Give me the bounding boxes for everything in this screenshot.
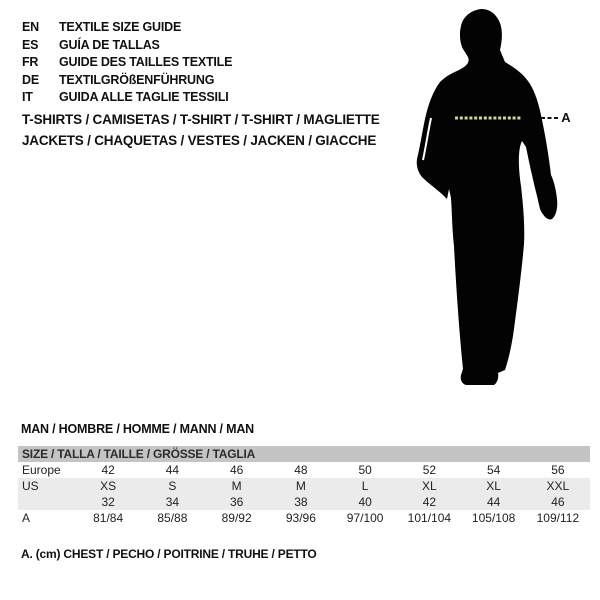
size-cell: 42 xyxy=(422,495,437,509)
size-cell: 89/92 xyxy=(221,511,252,525)
measurement-footnote: A. (cm) CHEST / PECHO / POITRINE / TRUHE / PETTO xyxy=(21,547,317,561)
garment-categories xyxy=(22,109,380,151)
size-cell: 52 xyxy=(422,463,437,477)
language-row-es xyxy=(22,37,232,55)
size-cell: 34 xyxy=(165,495,180,509)
size-cell: L xyxy=(361,479,369,493)
size-cell: 101/104 xyxy=(407,511,452,525)
size-cell: 40 xyxy=(358,495,372,509)
size-cell: 97/100 xyxy=(346,511,384,525)
size-cell: S xyxy=(168,479,177,493)
measure-label-a: A xyxy=(561,110,571,125)
size-cell: XS xyxy=(100,479,117,493)
size-table xyxy=(18,462,590,526)
size-cell: 46 xyxy=(229,463,244,477)
language-label: TEXTILGRÖßENFÜHRUNG xyxy=(59,72,215,87)
row-label: US xyxy=(22,479,39,493)
size-cell: 44 xyxy=(486,495,501,509)
row-label: A xyxy=(22,511,31,525)
language-row-it xyxy=(22,89,232,107)
size-cell: 38 xyxy=(294,495,308,509)
size-cell: XL xyxy=(422,479,437,493)
size-cell: 109/112 xyxy=(536,511,580,525)
size-cell: 93/96 xyxy=(285,511,316,525)
table-row-europe xyxy=(18,462,590,478)
language-code: EN xyxy=(22,20,39,34)
language-list xyxy=(22,19,232,107)
man-silhouette xyxy=(400,0,600,400)
size-cell: 32 xyxy=(101,495,115,509)
language-code: FR xyxy=(22,55,39,69)
size-cell: 50 xyxy=(358,463,372,477)
language-label: GUÍA DE TALLAS xyxy=(59,37,160,52)
size-cell: 48 xyxy=(294,463,308,477)
language-row-fr xyxy=(22,54,232,72)
row-label: Europe xyxy=(22,463,61,477)
language-row-de xyxy=(22,72,232,90)
size-cell: 85/88 xyxy=(157,511,188,525)
size-cell: 36 xyxy=(229,495,244,509)
size-cell: 56 xyxy=(551,463,565,477)
size-cell: 105/108 xyxy=(471,511,516,525)
size-cell: XXL xyxy=(546,479,570,493)
language-code: ES xyxy=(22,37,39,52)
size-cell: 54 xyxy=(486,463,501,477)
table-row-chest-a xyxy=(18,510,590,526)
size-cell: 44 xyxy=(165,463,180,477)
category-tshirts: T-SHIRTS / CAMISETAS / T-SHIRT / T-SHIRT / MAGLIETTE xyxy=(22,112,380,127)
table-row-us xyxy=(18,478,590,494)
language-code: DE xyxy=(22,72,39,87)
size-cell: M xyxy=(295,479,306,493)
language-label: GUIDA ALLE TAGLIE TESSILI xyxy=(59,90,229,104)
size-cell: 42 xyxy=(101,463,115,477)
language-label: GUIDE DES TAILLES TEXTILE xyxy=(59,55,233,69)
size-cell: M xyxy=(231,479,242,493)
table-row-uk xyxy=(18,494,590,510)
size-cell: 81/84 xyxy=(93,511,124,525)
size-cell: 46 xyxy=(551,495,565,509)
category-jackets: JACKETS / CHAQUETAS / VESTES / JACKEN / GIACCHE xyxy=(22,133,377,148)
language-label: TEXTILE SIZE GUIDE xyxy=(59,20,182,34)
size-table-header: SIZE / TALLA / TAILLE / GRÖSSE / TAGLIA xyxy=(18,446,590,462)
row-label xyxy=(18,494,76,510)
size-cell: XL xyxy=(486,479,501,493)
section-title-man: MAN / HOMBRE / HOMME / MANN / MAN xyxy=(21,422,254,436)
language-row-en xyxy=(22,19,232,37)
language-code: IT xyxy=(22,90,33,104)
silhouette-shape xyxy=(417,9,558,385)
